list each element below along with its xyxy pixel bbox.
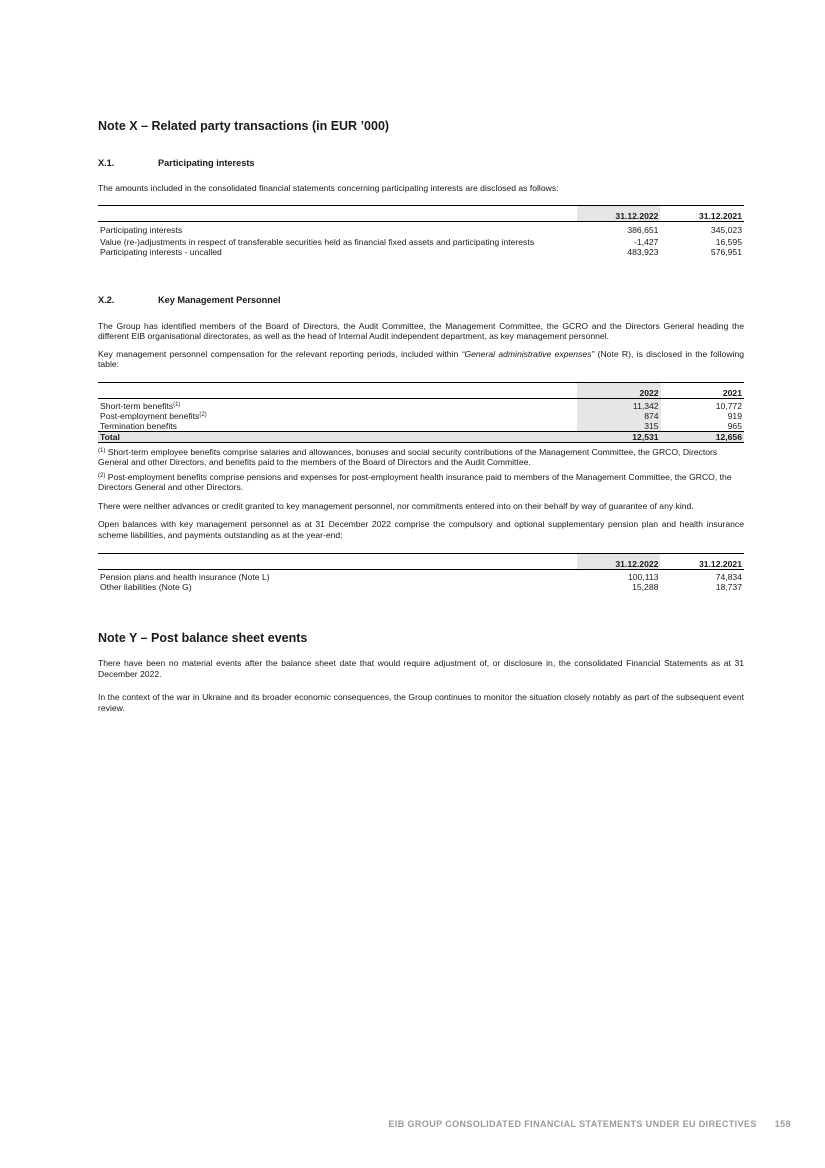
row-value: 386,651 <box>627 224 659 235</box>
row-label: Value (re-)adjustments in respect of transferable securities held as financial fixed assets and participating interests <box>100 236 535 247</box>
row-value: 919 <box>727 410 742 421</box>
row-value: -1,427 <box>634 236 659 247</box>
table-header-col: 31.12.2022 <box>577 554 661 570</box>
row-label: Pension plans and health insurance (Note L) <box>100 572 270 582</box>
table-row <box>98 421 744 432</box>
row-value: 15,288 <box>632 582 659 592</box>
row-value: 100,113 <box>627 572 659 582</box>
table-row <box>98 221 744 235</box>
kmp-paragraph-2 <box>98 349 744 370</box>
footnote-ref: (2) <box>199 411 207 418</box>
footnote-text: Short-term employee benefits comprise salaries and allowances, bonuses and social security contributions of the Management Committee, the GRCO, Directors General and other Directors, and benefits paid to the members of the Board of Directors and the Audit Committee. <box>98 446 718 467</box>
row-label: Other liabilities (Note G) <box>100 582 192 592</box>
footer-title: EIB GROUP CONSOLIDATED FINANCIAL STATEMENTS UNDER EU DIRECTIVES <box>388 1119 757 1129</box>
note-y-paragraph-2: In the context of the war in Ukraine and its broader economic consequences, the Group continues to monitor the situation closely notably as part of the subsequent event review. <box>98 692 744 713</box>
section-x1-heading <box>98 157 744 169</box>
row-label: Termination benefits <box>100 420 177 431</box>
note-y-title: Note Y – Post balance sheet events <box>98 631 308 645</box>
row-value: 16,595 <box>715 236 742 247</box>
table-header-label <box>98 382 577 398</box>
table-row <box>98 247 744 257</box>
page-footer <box>388 1119 791 1129</box>
row-label <box>98 398 577 411</box>
table-header-row <box>98 554 744 570</box>
table-total-row <box>98 431 744 442</box>
row-label <box>98 411 577 421</box>
kmp-paragraph-4: Open balances with key management personnel as at 31 December 2022 comprise the compulsory and optional supplementary pension plan and health insurance scheme liabilities, and payments outstanding as at the year-end: <box>98 519 744 540</box>
table-row <box>98 411 744 421</box>
row-value: 345,023 <box>710 224 742 235</box>
table-row <box>98 235 744 247</box>
table-header-col: 2021 <box>661 382 744 398</box>
table-row <box>98 570 744 583</box>
row-value: 10,772 <box>715 400 742 411</box>
total-label: Total <box>98 431 577 442</box>
total-value: 12,531 <box>577 431 660 442</box>
footnote-marker: (1) <box>98 447 106 454</box>
section-number: X.1. <box>98 158 115 168</box>
row-value: 315 <box>577 421 660 432</box>
page-content <box>98 118 744 713</box>
table-header-label <box>98 205 577 221</box>
table-row <box>98 398 744 411</box>
kmp-paragraph-2-text: (Note R), is disclosed in the following table: <box>98 348 744 369</box>
row-label: Participating interests - uncalled <box>100 246 222 257</box>
footnote-text: Post-employment benefits comprise pensions and expenses for post-employment health insurance paid to members of the Management Committee, the GRCO, the Directors General and other Directors. <box>98 471 732 492</box>
section-title: Key Management Personnel <box>158 294 281 305</box>
footnote-1 <box>98 447 744 468</box>
table-row <box>98 582 744 592</box>
row-value: 874 <box>577 411 660 421</box>
note-y-paragraph-1: There have been no material events after the balance sheet date that would require adjustment of, or disclosure in, the consolidated Financial Statements as at 31 December 2022. <box>98 658 744 679</box>
table-header-col: 31.12.2022 <box>577 205 661 221</box>
section-title: Participating interests <box>158 158 255 168</box>
footnote-ref: (1) <box>173 401 181 408</box>
kmp-paragraph-2-text: Key management personnel compensation for the relevant reporting periods, included within <box>98 348 462 359</box>
kmp-paragraph-3: There were neither advances or credit granted to key management personnel, nor commitments entered into on their behalf by way of guarantee of any kind. <box>98 500 694 511</box>
row-value: 11,342 <box>577 398 660 411</box>
total-value: 12,656 <box>661 431 744 442</box>
table-header-col: 31.12.2021 <box>660 554 744 570</box>
table-header-row <box>98 382 744 398</box>
row-value: 483,923 <box>627 246 659 257</box>
participating-interests-table <box>98 205 744 257</box>
kmp-compensation-table <box>98 382 744 443</box>
kmp-paragraph-1: The Group has identified members of the Board of Directors, the Audit Committee, the Management Committee, the GCRO and the Directors General heading the different EIB organisational directorates, as well as the head of Internal Audit independent department, as key management personnel. <box>98 320 744 341</box>
note-x-title: Note X – Related party transactions (in EUR ’000) <box>98 119 390 133</box>
table-header-label <box>98 554 577 570</box>
footnote-2 <box>98 472 744 493</box>
section-number: X.2. <box>98 294 115 305</box>
table-header-row <box>98 205 744 221</box>
row-value: 18,737 <box>715 582 742 592</box>
kmp-paragraph-2-italic: “General administrative expenses” <box>461 348 595 359</box>
page-number: 158 <box>774 1119 791 1129</box>
row-label-text: Post-employment benefits <box>100 410 200 421</box>
participating-intro: The amounts included in the consolidated financial statements concerning participating interests are disclosed as follows: <box>98 183 559 193</box>
row-label-text: Short-term benefits <box>100 400 174 411</box>
row-label: Participating interests <box>100 224 183 235</box>
row-value: 965 <box>727 420 742 431</box>
table-header-col: 31.12.2021 <box>660 205 744 221</box>
table-header-col: 2022 <box>577 382 660 398</box>
kmp-balances-table <box>98 553 744 592</box>
section-x2-heading <box>98 294 744 306</box>
footnote-marker: (2) <box>98 472 106 479</box>
row-value: 576,951 <box>710 246 742 257</box>
row-value: 74,834 <box>715 572 742 582</box>
